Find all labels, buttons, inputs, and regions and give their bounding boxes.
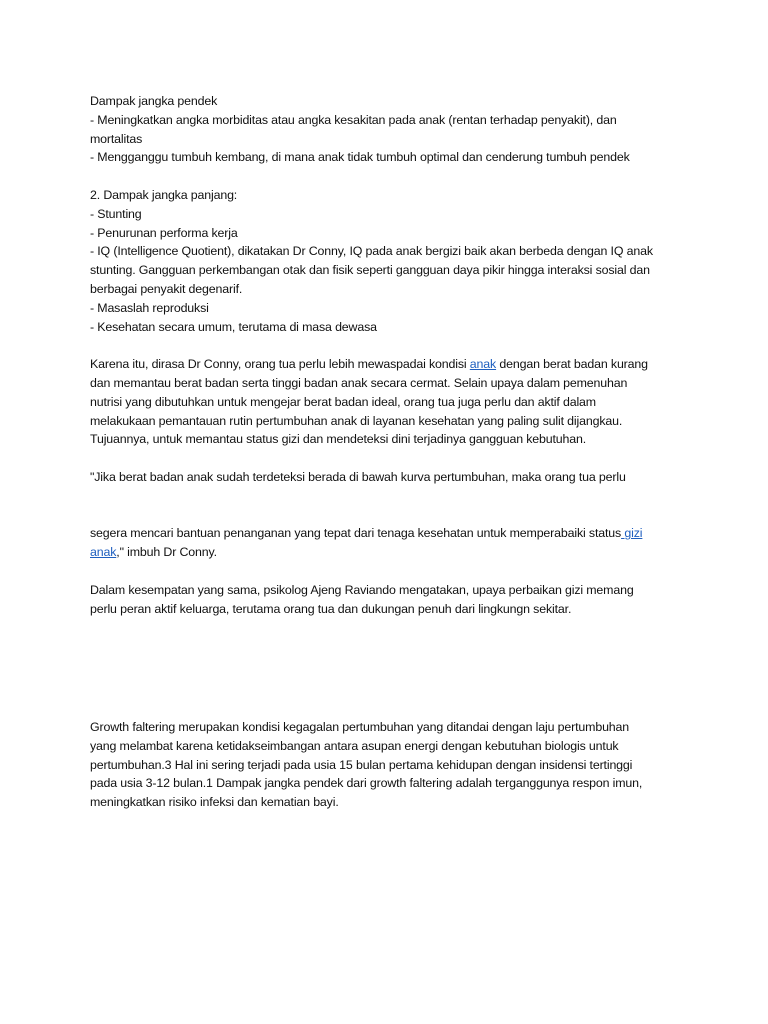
text-segment: dengan berat badan kurang <box>496 357 648 372</box>
growth-faltering-paragraph <box>90 718 680 812</box>
quote-line <box>90 543 680 562</box>
short-term-heading: Dampak jangka pendek <box>90 94 218 108</box>
short-term-section <box>90 92 680 167</box>
paragraph-line <box>90 355 680 374</box>
document-page <box>90 92 680 810</box>
long-term-item: - Penurunan performa kerja <box>90 225 238 240</box>
long-term-item: - Stunting <box>90 206 142 221</box>
link-anak[interactable]: anak <box>469 357 497 372</box>
long-term-section <box>90 186 680 336</box>
long-term-heading: 2. Dampak jangka panjang: <box>90 187 238 202</box>
short-term-item-1-cont: mortalitas <box>90 131 143 146</box>
quote-line <box>90 524 680 543</box>
paragraph-line: melakukaan pemantauan rutin pertumbuhan anak di layanan kesehatan yang paling sulit dijangkau. <box>90 413 623 428</box>
paragraph-line: nutrisi yang dibutuhkan untuk mengejar berat badan ideal, orang tua juga perlu dan aktif dalam <box>90 394 596 409</box>
paragraph-line: dan memantau berat badan serta tinggi badan anak secara cermat. Selain upaya dalam pemenuhan <box>90 375 628 390</box>
paragraph-line: perlu peran aktif keluarga, terutama orang tua dan dukungan penuh dari lingkungn sekitar. <box>90 601 572 616</box>
long-term-item: - Masaslah reproduksi <box>90 300 209 315</box>
quote-line: "Jika berat badan anak sudah terdeteksi berada di bawah kurva pertumbuhan, maka orang tua perlu <box>90 469 626 484</box>
conny-paragraph <box>90 355 680 449</box>
paragraph-line: meningkatkan risiko infeksi dan kematian bayi. <box>90 795 339 810</box>
paragraph-line: Growth faltering merupakan kondisi kegagalan pertumbuhan yang ditandai dengan laju pertumbuhan <box>90 720 630 734</box>
long-term-item: berbagai penyakit degenarif. <box>90 281 243 296</box>
paragraph-line: pertumbuhan.3 Hal ini sering terjadi pada usia 15 bulan pertama kehidupan dengan insidensi tertinggi <box>90 757 633 772</box>
short-term-item-2: - Mengganggu tumbuh kembang, di mana anak tidak tumbuh optimal dan cenderung tumbuh pendek <box>90 150 630 165</box>
long-term-item: stunting. Gangguan perkembangan otak dan fisik seperti gangguan daya pikir hingga interaksi sosial dan <box>90 263 650 278</box>
short-term-item-1: - Meningkatkan angka morbiditas atau angka kesakitan pada anak (rentan terhadap penyakit), dan <box>90 112 617 127</box>
link-anak-2[interactable]: anak <box>90 545 117 560</box>
paragraph-line: Tujuannya, untuk memantau status gizi dan mendeteksi dini terjadinya gangguan kebutuhan. <box>90 432 587 447</box>
text-segment: segera mencari bantuan penanganan yang tepat dari tenaga kesehatan untuk memperabaiki status <box>90 526 622 541</box>
quote-paragraph <box>90 468 680 562</box>
ajeng-paragraph <box>90 581 680 619</box>
paragraph-line: Dalam kesempatan yang sama, psikolog Ajeng Raviando mengatakan, upaya perbaikan gizi memang <box>90 582 634 597</box>
long-term-item: - Kesehatan secara umum, terutama di masa dewasa <box>90 319 377 334</box>
long-term-item: - IQ (Intelligence Quotient), dikatakan Dr Conny, IQ pada anak bergizi baik akan berbeda dengan IQ anak <box>90 244 653 259</box>
link-gizi[interactable]: gizi <box>621 526 643 541</box>
paragraph-line: yang melambat karena ketidakseimbangan antara asupan energi dengan kebutuhan biologis untuk <box>90 738 619 753</box>
text-segment: Karena itu, dirasa Dr Conny, orang tua perlu lebih mewaspadai kondisi <box>90 357 470 372</box>
text-segment: ," imbuh Dr Conny. <box>116 545 217 560</box>
paragraph-line: pada usia 3-12 bulan.1 Dampak jangka pendek dari growth faltering adalah terganggunya respon imun, <box>90 776 643 791</box>
